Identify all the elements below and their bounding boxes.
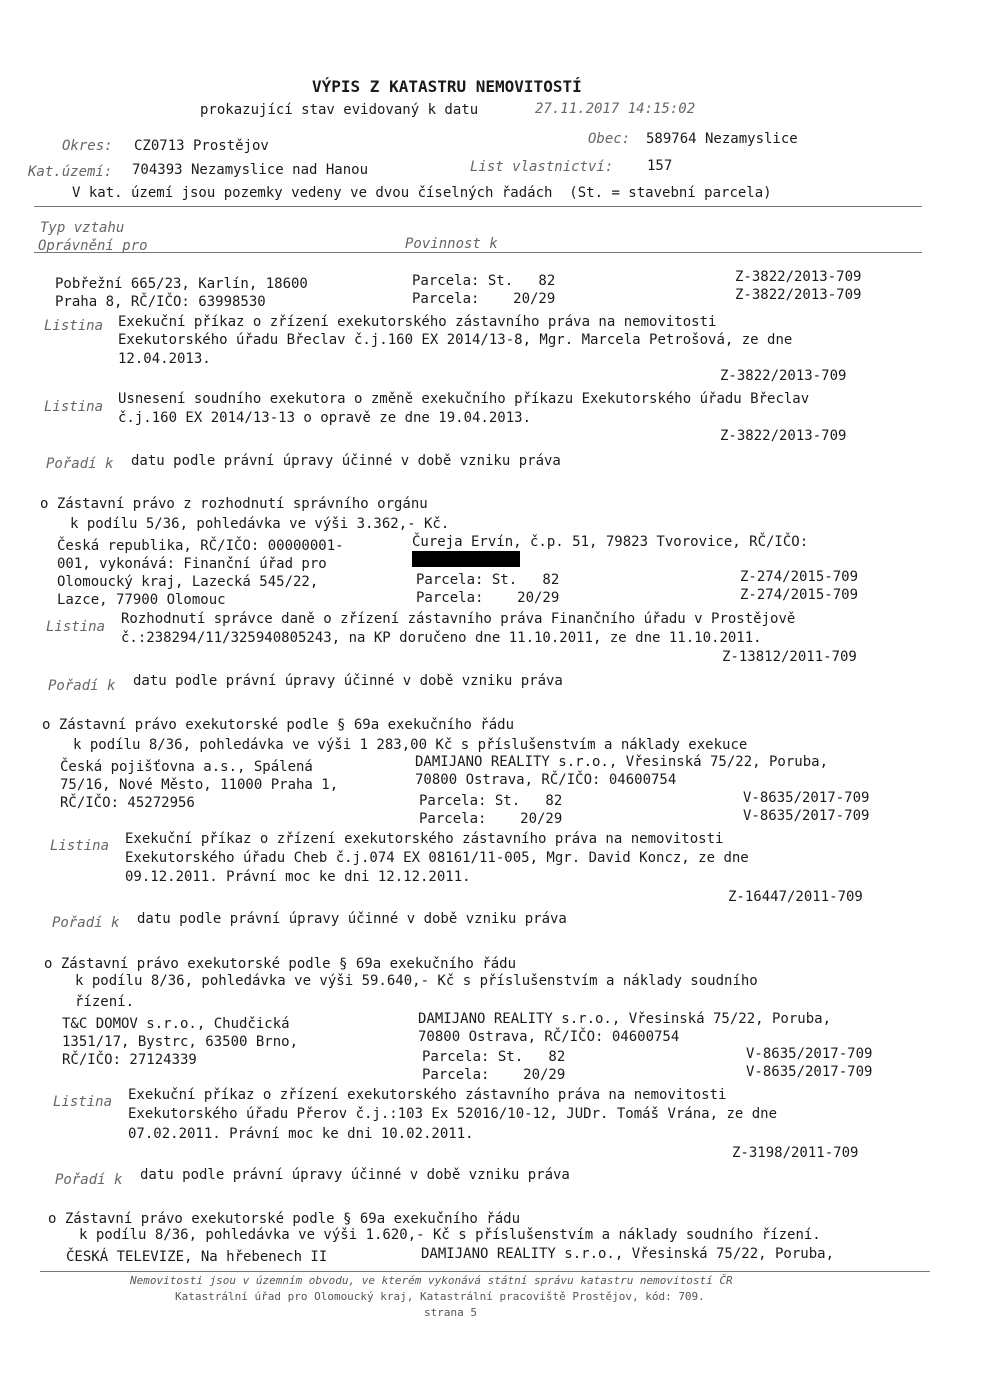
owner-line: Česká republika, RČ/IČO: 00000001- xyxy=(57,538,344,554)
ref-number: Z-3822/2013-709 xyxy=(735,287,862,303)
listina-text: Exekutorského úřadu Přerov č.j.:103 Ex 52016/10-12, JUDr. Tomáš Vrána, ze dne xyxy=(128,1106,778,1122)
listina-text: Exekutorského úřadu Cheb č.j.074 EX 08161/11-005, Mgr. David Koncz, ze dne xyxy=(125,850,749,866)
page-number: strana 5 xyxy=(424,1306,477,1319)
listina-label: Listina xyxy=(50,838,110,854)
katuzemi-value: 704393 Nezamyslice nad Hanou xyxy=(132,162,369,178)
parcel-line: Parcela: 20/29 xyxy=(416,590,560,606)
entry-subheading: k podílu 8/36, pohledávka ve výši 1.620,- Kč s příslušenstvím a náklady soudního řízení. xyxy=(79,1227,821,1243)
columns-divider xyxy=(34,252,922,253)
subtitle-prefix: prokazující stav evidovaný k datu xyxy=(200,102,479,118)
owner-line: Olomoucký kraj, Lazecká 545/22, xyxy=(57,574,319,590)
ref-number: Z-274/2015-709 xyxy=(740,569,859,585)
poradi-text: datu podle právní úpravy účinné v době vzniku práva xyxy=(131,453,561,469)
col-povinnost-k: Povinnost k xyxy=(405,236,498,252)
ref-number: Z-3822/2013-709 xyxy=(720,368,847,384)
parcel-line: Parcela: 20/29 xyxy=(419,811,563,827)
col-opravneni-pro: Oprávnění pro xyxy=(38,238,148,254)
col-typ-vztahu: Typ vztahu xyxy=(40,220,125,236)
listina-text: Rozhodnutí správce daně o zřízení zástavního práva Finančního úřadu v Prostějově xyxy=(121,611,796,627)
listina-text: č.j.160 EX 2014/13-13 o opravě ze dne 19.04.2013. xyxy=(118,410,532,426)
owner-line: Česká pojišťovna a.s., Spálená xyxy=(60,759,313,775)
parcel-line: Parcela: 20/29 xyxy=(422,1067,566,1083)
duty-line: DAMIJANO REALITY s.r.o., Vřesinská 75/22, Poruba, xyxy=(421,1246,835,1262)
parcel-line: Parcela: St. 82 xyxy=(419,793,563,809)
listina-label: Listina xyxy=(46,619,106,635)
entry-subheading: k podílu 5/36, pohledávka ve výši 3.362,- Kč. xyxy=(70,516,450,532)
owner-line: Pobřežní 665/23, Karlín, 18600 xyxy=(55,276,308,292)
katuzemi-label: Kat.území: xyxy=(28,164,113,180)
entry-heading: o Zástavní právo exekutorské podle § 69a exekučního řádu xyxy=(48,1211,521,1227)
owner-line: RČ/IČO: 45272956 xyxy=(60,795,195,811)
ref-number: V-8635/2017-709 xyxy=(743,790,870,806)
parcel-line: Parcela: St. 82 xyxy=(412,273,556,289)
poradi-text: datu podle právní úpravy účinné v době vzniku práva xyxy=(140,1167,570,1183)
okres-label: Okres: xyxy=(62,138,113,154)
ref-number: Z-16447/2011-709 xyxy=(728,889,863,905)
listina-text: Exekutorského úřadu Břeclav č.j.160 EX 2014/13-8, Mgr. Marcela Petrošová, ze dne xyxy=(118,332,793,348)
poradi-label: Pořadí k xyxy=(46,456,114,472)
entry-heading: o Zástavní právo exekutorské podle § 69a exekučního řádu xyxy=(44,956,517,972)
listina-text: 12.04.2013. xyxy=(118,351,211,367)
listina-text: Exekuční příkaz o zřízení exekutorského zástavního práva na nemovitosti xyxy=(118,314,717,330)
duty-line: DAMIJANO REALITY s.r.o., Vřesinská 75/22, Poruba, xyxy=(415,754,829,770)
ref-number: Z-13812/2011-709 xyxy=(722,649,857,665)
duty-line: DAMIJANO REALITY s.r.o., Vřesinská 75/22, Poruba, xyxy=(418,1011,832,1027)
owner-line: Praha 8, RČ/IČO: 63998530 xyxy=(55,294,266,310)
ref-number: V-8635/2017-709 xyxy=(743,808,870,824)
poradi-text: datu podle právní úpravy účinné v době vzniku práva xyxy=(137,911,567,927)
lv-value: 157 xyxy=(647,158,673,174)
ref-number: V-8635/2017-709 xyxy=(746,1046,873,1062)
entry-heading: o Zástavní právo exekutorské podle § 69a exekučního řádu xyxy=(42,717,515,733)
listina-label: Listina xyxy=(44,399,104,415)
parcel-line: Parcela: St. 82 xyxy=(416,572,560,588)
duty-line: 70800 Ostrava, RČ/IČO: 04600754 xyxy=(415,772,677,788)
document-title: VÝPIS Z KATASTRU NEMOVITOSTÍ xyxy=(312,77,582,96)
poradi-label: Pořadí k xyxy=(52,915,120,931)
duty-line: 70800 Ostrava, RČ/IČO: 04600754 xyxy=(418,1029,680,1045)
entry-subheading: k podílu 8/36, pohledávka ve výši 1 283,00 Kč s příslušenstvím a náklady exekuce xyxy=(73,737,748,753)
obec-value: 589764 Nezamyslice xyxy=(646,131,798,147)
owner-line: Lazce, 77900 Olomouc xyxy=(57,592,226,608)
footer-line: Katastrální úřad pro Olomoucký kraj, Katastrální pracoviště Prostějov, kód: 709. xyxy=(175,1290,705,1303)
parcel-line: Parcela: 20/29 xyxy=(412,291,556,307)
listina-label: Listina xyxy=(53,1094,113,1110)
listina-text: 09.12.2011. Právní moc ke dni 12.12.2011. xyxy=(125,869,471,885)
duty-line: Čureja Ervín, č.p. 51, 79823 Tvorovice, RČ/IČO: xyxy=(412,534,809,550)
listina-text: Usnesení soudního exekutora o změně exekučního příkazu Exekutorského úřadu Břeclav xyxy=(118,391,810,407)
ref-number: Z-3822/2013-709 xyxy=(735,269,862,285)
okres-value: CZ0713 Prostějov xyxy=(134,138,269,154)
ref-number: Z-274/2015-709 xyxy=(740,587,859,603)
listina-text: Exekuční příkaz o zřízení exekutorského zástavního práva na nemovitosti xyxy=(125,831,724,847)
redaction-bar xyxy=(412,551,520,567)
header-note: V kat. území jsou pozemky vedeny ve dvou číselných řadách (St. = stavební parcela) xyxy=(72,185,772,201)
entry-subheading: řízení. xyxy=(75,994,135,1010)
header-divider xyxy=(34,206,922,207)
entry-heading: o Zástavní právo z rozhodnutí správního orgánu xyxy=(40,496,428,512)
parcel-line: Parcela: St. 82 xyxy=(422,1049,566,1065)
ref-number: Z-3822/2013-709 xyxy=(720,428,847,444)
ref-number: Z-3198/2011-709 xyxy=(732,1145,859,1161)
ref-number: V-8635/2017-709 xyxy=(746,1064,873,1080)
owner-line: T&C DOMOV s.r.o., Chudčická xyxy=(62,1016,290,1032)
owner-line: ČESKÁ TELEVIZE, Na hřebenech II xyxy=(66,1249,328,1265)
poradi-label: Pořadí k xyxy=(48,678,116,694)
listina-text: Exekuční příkaz o zřízení exekutorského zástavního práva na nemovitosti xyxy=(128,1087,727,1103)
owner-line: 75/16, Nové Město, 11000 Praha 1, xyxy=(60,777,339,793)
listina-text: 07.02.2011. Právní moc ke dni 10.02.2011. xyxy=(128,1126,474,1142)
poradi-text: datu podle právní úpravy účinné v době vzniku práva xyxy=(133,673,563,689)
footer-line: Nemovitosti jsou v územním obvodu, ve kterém vykonává státní správu katastru nemovitostí ČR xyxy=(130,1274,733,1287)
listina-label: Listina xyxy=(44,318,104,334)
poradi-label: Pořadí k xyxy=(55,1172,123,1188)
listina-text: č.:238294/11/325940805243, na KP doručeno dne 11.10.2011, ze dne 11.10.2011. xyxy=(121,630,762,646)
owner-line: 1351/17, Bystrc, 63500 Brno, xyxy=(62,1034,299,1050)
owner-line: RČ/IČO: 27124339 xyxy=(62,1052,197,1068)
entry-subheading: k podílu 8/36, pohledávka ve výši 59.640,- Kč s příslušenstvím a náklady soudního xyxy=(75,973,758,989)
owner-line: 001, vykonává: Finanční úřad pro xyxy=(57,556,327,572)
obec-label: Obec: xyxy=(588,131,631,147)
lv-label: List vlastnictví: xyxy=(470,159,614,175)
extract-date: 27.11.2017 14:15:02 xyxy=(535,101,696,117)
